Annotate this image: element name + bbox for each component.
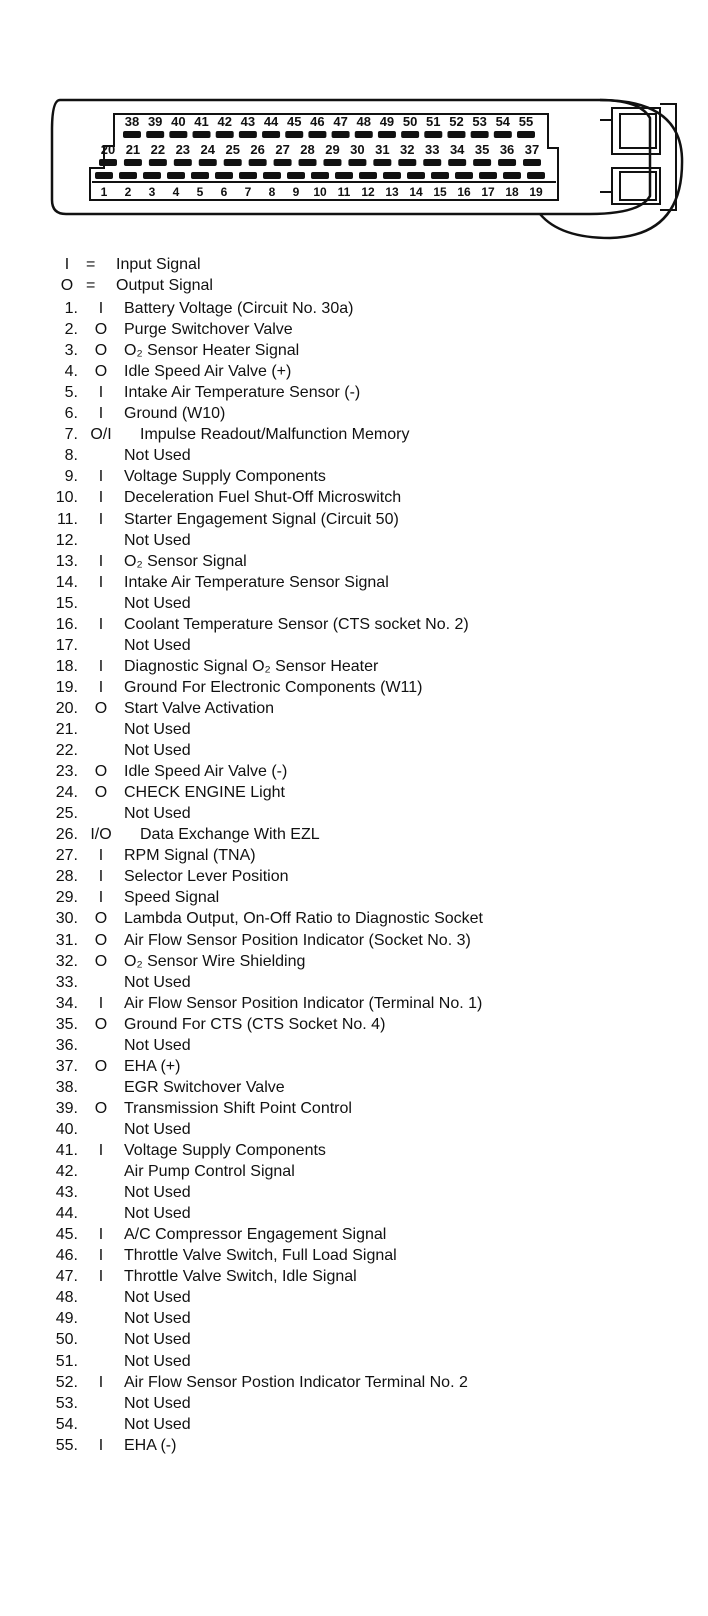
legend-equals: = xyxy=(86,277,96,294)
connector-pin-label: 40 xyxy=(171,114,186,129)
connector-pin-label: 48 xyxy=(356,114,371,129)
pin-number: 28. xyxy=(55,868,78,886)
pin-number: 50. xyxy=(55,1331,78,1349)
connector-pin-label: 42 xyxy=(217,114,232,129)
pin-signal-type: O/I xyxy=(90,426,112,444)
pin-description: Deceleration Fuel Shut-Off Microswitch xyxy=(124,489,402,507)
pin-number: 43. xyxy=(55,1184,78,1202)
pin-number: 38. xyxy=(55,1078,78,1096)
connector-pin-label: 13 xyxy=(385,185,399,199)
pin-description: Not Used xyxy=(124,594,191,612)
pin-signal-type: I xyxy=(98,678,104,696)
pin-signal-type: O xyxy=(94,1015,108,1033)
pin-number: 41. xyxy=(55,1142,78,1159)
pin-number: 17. xyxy=(55,636,78,654)
pin-number: 42. xyxy=(55,1163,78,1181)
connector-pin-label: 32 xyxy=(400,142,415,157)
connector-pin-label: 46 xyxy=(310,114,325,129)
pin-description: Start Valve Activation xyxy=(124,699,274,717)
pin-number: 51. xyxy=(55,1352,78,1370)
pin-description: Not Used xyxy=(124,1289,191,1307)
connector-pin-label: 1 xyxy=(100,185,108,199)
pin-signal-type: I xyxy=(98,1247,104,1265)
pin-description: Ground (W10) xyxy=(124,405,226,423)
pin-number: 55. xyxy=(55,1436,78,1454)
pin-signal-type: O xyxy=(94,363,108,381)
pin-description: Not Used xyxy=(124,1036,191,1054)
pin-signal-type: I xyxy=(98,573,104,591)
pin-description: Impulse Readout/Malfunction Memory xyxy=(140,426,410,444)
legend-text: Input Signal xyxy=(116,256,201,273)
connector-pin-label: 25 xyxy=(225,142,240,157)
connector-pin-label: 17 xyxy=(481,185,495,199)
connector-pin-label: 33 xyxy=(425,142,440,157)
connector-pin-label: 53 xyxy=(472,114,487,129)
connector-pin-label: 23 xyxy=(175,142,191,157)
pin-number: 34. xyxy=(55,994,78,1012)
pin-description: Selector Lever Position xyxy=(124,868,289,886)
pin-description: Intake Air Temperature Sensor Signal xyxy=(124,573,389,591)
connector-pin-label: 30 xyxy=(350,142,365,157)
pin-signal-type: I xyxy=(98,468,104,486)
pin-number: 45. xyxy=(55,1226,78,1244)
connector-pin-label: 7 xyxy=(244,185,252,199)
pin-number: 40. xyxy=(55,1120,78,1138)
pin-description: Air Flow Sensor Postion Indicator Terminal No. 2 xyxy=(124,1373,468,1391)
pin-description: Not Used xyxy=(124,1331,191,1349)
pin-number: 4. xyxy=(64,363,78,381)
pin-signal-type: O xyxy=(94,931,108,949)
pin-signal-type: I xyxy=(98,1373,104,1391)
connector-pin-label: 36 xyxy=(499,142,515,157)
pin-number: 16. xyxy=(55,615,78,633)
pin-description: Not Used xyxy=(124,531,191,549)
pin-signal-type: O xyxy=(94,1057,108,1075)
pin-description: Not Used xyxy=(124,973,191,991)
connector-pin-label: 50 xyxy=(402,114,418,129)
pin-description: Transmission Shift Point Control xyxy=(124,1099,352,1117)
connector-pin-label: 11 xyxy=(337,185,351,199)
connector-pin-label: 22 xyxy=(150,142,166,157)
pin-description: Ground For CTS (CTS Socket No. 4) xyxy=(124,1015,386,1033)
connector-pin-label: 29 xyxy=(325,142,340,157)
connector-pin-label: 15 xyxy=(433,185,447,199)
pin-signal-type: I xyxy=(98,657,104,675)
pin-number: 27. xyxy=(55,847,78,865)
connector-pin-label: 44 xyxy=(263,114,279,129)
connector-pin-label: 54 xyxy=(495,114,511,129)
pin-signal-type: O xyxy=(94,763,108,781)
pin-number: 30. xyxy=(55,910,78,928)
pin-signal-type: I/O xyxy=(90,826,112,844)
pin-description: RPM Signal (TNA) xyxy=(124,847,256,865)
legend-text: Output Signal xyxy=(116,277,213,294)
pin-number: 37. xyxy=(55,1057,78,1075)
pin-description: Voltage Supply Components xyxy=(124,1142,326,1159)
connector-pin-label: 31 xyxy=(375,142,390,157)
pin-description: Purge Switchover Valve xyxy=(124,321,293,339)
pin-description: O₂ Sensor Wire Shielding xyxy=(124,952,306,970)
pin-signal-type: I xyxy=(98,405,104,423)
connector-pin-label: 26 xyxy=(250,142,265,157)
legend-symbol: O xyxy=(60,277,74,294)
pin-signal-type: I xyxy=(98,1268,104,1286)
connector-pin-label: 8 xyxy=(268,185,276,199)
pin-number: 33. xyxy=(55,973,78,991)
pin-description: Not Used xyxy=(124,447,191,465)
pin-number: 23. xyxy=(55,763,78,781)
connector-pin-label: 16 xyxy=(457,185,471,199)
connector-pin-label: 27 xyxy=(275,142,290,157)
pin-description: Not Used xyxy=(124,1394,191,1412)
pin-number: 2. xyxy=(64,321,78,339)
pin-number: 10. xyxy=(55,489,78,507)
pin-number: 29. xyxy=(55,889,78,907)
connector-pin-label: 5 xyxy=(196,185,204,199)
pin-number: 20. xyxy=(55,699,78,717)
pin-number: 5. xyxy=(64,384,78,402)
pin-number: 3. xyxy=(64,342,78,360)
pin-description: Idle Speed Air Valve (-) xyxy=(124,763,288,781)
pin-number: 25. xyxy=(55,805,78,823)
pin-description: Air Pump Control Signal xyxy=(124,1163,295,1181)
connector-pin-label: 35 xyxy=(474,142,490,157)
pin-number: 36. xyxy=(55,1036,78,1054)
pin-description: O₂ Sensor Signal xyxy=(124,552,247,570)
connector-pin-label: 2 xyxy=(124,185,132,199)
pin-signal-type: I xyxy=(98,1142,104,1159)
connector-pin-label: 24 xyxy=(200,142,215,157)
pin-signal-type: O xyxy=(94,910,108,928)
pin-description: Idle Speed Air Valve (+) xyxy=(124,363,292,381)
connector-pin-label: 38 xyxy=(124,114,140,129)
pin-description: Voltage Supply Components xyxy=(124,468,326,486)
pin-signal-type: O xyxy=(94,1099,108,1117)
pin-signal-type: I xyxy=(98,552,104,570)
pin-description: CHECK ENGINE Light xyxy=(124,784,285,802)
pin-description: O₂ Sensor Heater Signal xyxy=(124,342,300,360)
connector-pin-label: 19 xyxy=(529,185,543,199)
pin-number: 26. xyxy=(55,826,78,844)
pin-number: 39. xyxy=(55,1099,78,1117)
pin-number: 8. xyxy=(64,447,78,465)
pin-description: Battery Voltage (Circuit No. 30a) xyxy=(124,300,354,317)
connector-pin-label: 51 xyxy=(426,114,441,129)
pin-number: 12. xyxy=(55,531,78,549)
pin-number: 47. xyxy=(55,1268,78,1286)
pin-number: 22. xyxy=(55,742,78,760)
pin-description: Not Used xyxy=(124,1120,191,1138)
connector-pin-label: 45 xyxy=(287,114,302,129)
connector-pin-label: 41 xyxy=(194,114,209,129)
pin-number: 46. xyxy=(55,1247,78,1265)
pin-description: EHA (+) xyxy=(124,1057,181,1075)
pin-number: 11. xyxy=(56,510,78,528)
legend-symbol: I xyxy=(64,256,70,273)
connector-pin-label: 10 xyxy=(313,185,327,199)
pin-description: Speed Signal xyxy=(124,889,220,907)
legend-equals: = xyxy=(86,256,96,273)
connector-pin-label: 3 xyxy=(148,185,156,199)
pin-number: 44. xyxy=(55,1205,78,1223)
pin-number: 49. xyxy=(55,1310,78,1328)
pin-description: EGR Switchover Valve xyxy=(124,1078,285,1096)
pin-number: 19. xyxy=(55,678,78,696)
pin-number: 52. xyxy=(55,1373,78,1391)
pin-description: Not Used xyxy=(124,1352,191,1370)
pin-signal-type: I xyxy=(98,847,104,865)
connector-pin-label: 47 xyxy=(333,114,348,129)
connector-pin-label: 18 xyxy=(505,185,519,199)
connector-pin-label: 20 xyxy=(100,142,116,157)
pin-description: Throttle Valve Switch, Idle Signal xyxy=(124,1268,357,1286)
pin-description: Not Used xyxy=(124,1415,191,1433)
pin-description: Coolant Temperature Sensor (CTS socket No. 2) xyxy=(124,615,469,633)
pin-signal-type: O xyxy=(94,699,108,717)
pin-description: Intake Air Temperature Sensor (-) xyxy=(124,384,361,402)
pin-number: 15. xyxy=(55,594,78,612)
pin-number: 1. xyxy=(64,300,78,317)
pin-description: Not Used xyxy=(124,721,191,738)
pin-number: 24. xyxy=(55,784,78,802)
pin-description: EHA (-) xyxy=(124,1436,177,1454)
connector-pin-label: 28 xyxy=(300,142,315,157)
connector-pin-label: 43 xyxy=(240,114,256,129)
pin-number: 48. xyxy=(55,1289,78,1307)
pin-signal-type: I xyxy=(98,1226,104,1244)
pin-signal-type: O xyxy=(94,321,108,339)
pin-number: 7. xyxy=(64,426,78,444)
pin-signal-type: O xyxy=(94,952,108,970)
connector-pin-label: 39 xyxy=(147,114,163,129)
connector-pin-label: 49 xyxy=(379,114,395,129)
pin-number: 54. xyxy=(55,1415,78,1433)
pin-description: Not Used xyxy=(124,805,191,823)
pin-description: Not Used xyxy=(124,742,191,760)
pin-description: Air Flow Sensor Position Indicator (Socket No. 3) xyxy=(124,931,471,949)
pin-signal-type: I xyxy=(98,615,104,633)
pin-number: 32. xyxy=(55,952,78,970)
connector-pin-label: 14 xyxy=(409,185,423,199)
connector-pin-label: 6 xyxy=(220,185,228,199)
pin-number: 14. xyxy=(55,573,78,591)
pin-signal-type: I xyxy=(98,868,104,886)
connector-pin-label: 21 xyxy=(125,142,141,157)
pin-description: Not Used xyxy=(124,1310,191,1328)
pin-description: Air Flow Sensor Position Indicator (Terminal No. 1) xyxy=(124,994,483,1012)
pin-signal-type: O xyxy=(94,342,108,360)
pin-number: 13. xyxy=(55,552,78,570)
pin-description: Not Used xyxy=(124,636,191,654)
pin-signal-type: I xyxy=(98,300,104,317)
connector-pin-label: 37 xyxy=(524,142,540,157)
pin-description: A/C Compressor Engagement Signal xyxy=(124,1226,387,1244)
connector-pin-label: 12 xyxy=(361,185,375,199)
pin-description: Diagnostic Signal O₂ Sensor Heater xyxy=(124,657,379,675)
pin-signal-type: O xyxy=(94,784,108,802)
connector-pin-label: 4 xyxy=(172,185,180,199)
pin-description: Data Exchange With EZL xyxy=(140,826,320,844)
pin-number: 6. xyxy=(64,405,78,423)
pin-number: 18. xyxy=(55,657,78,675)
pin-number: 21. xyxy=(55,721,78,738)
connector-pin-label: 55 xyxy=(518,114,534,129)
pin-number: 31. xyxy=(55,931,78,949)
pin-number: 35. xyxy=(55,1015,78,1033)
pin-description: Throttle Valve Switch, Full Load Signal xyxy=(124,1247,397,1265)
connector-pin-label: 9 xyxy=(292,185,300,199)
pin-signal-type: I xyxy=(98,489,104,507)
pin-description: Starter Engagement Signal (Circuit 50) xyxy=(124,510,399,528)
pin-signal-type: I xyxy=(98,1436,104,1454)
pin-signal-type: I xyxy=(98,510,104,528)
connector-pin-label: 52 xyxy=(449,114,464,129)
connector-pin-label: 34 xyxy=(449,142,465,157)
pin-signal-type: I xyxy=(98,889,104,907)
pin-signal-type: I xyxy=(98,994,104,1012)
pin-description: Lambda Output, On-Off Ratio to Diagnostic Socket xyxy=(124,910,483,928)
pin-number: 9. xyxy=(64,468,78,486)
pin-description: Ground For Electronic Components (W11) xyxy=(124,678,423,696)
pin-signal-type: I xyxy=(98,384,104,402)
pin-description: Not Used xyxy=(124,1205,191,1223)
pin-number: 53. xyxy=(55,1394,78,1412)
pin-description: Not Used xyxy=(124,1184,191,1202)
